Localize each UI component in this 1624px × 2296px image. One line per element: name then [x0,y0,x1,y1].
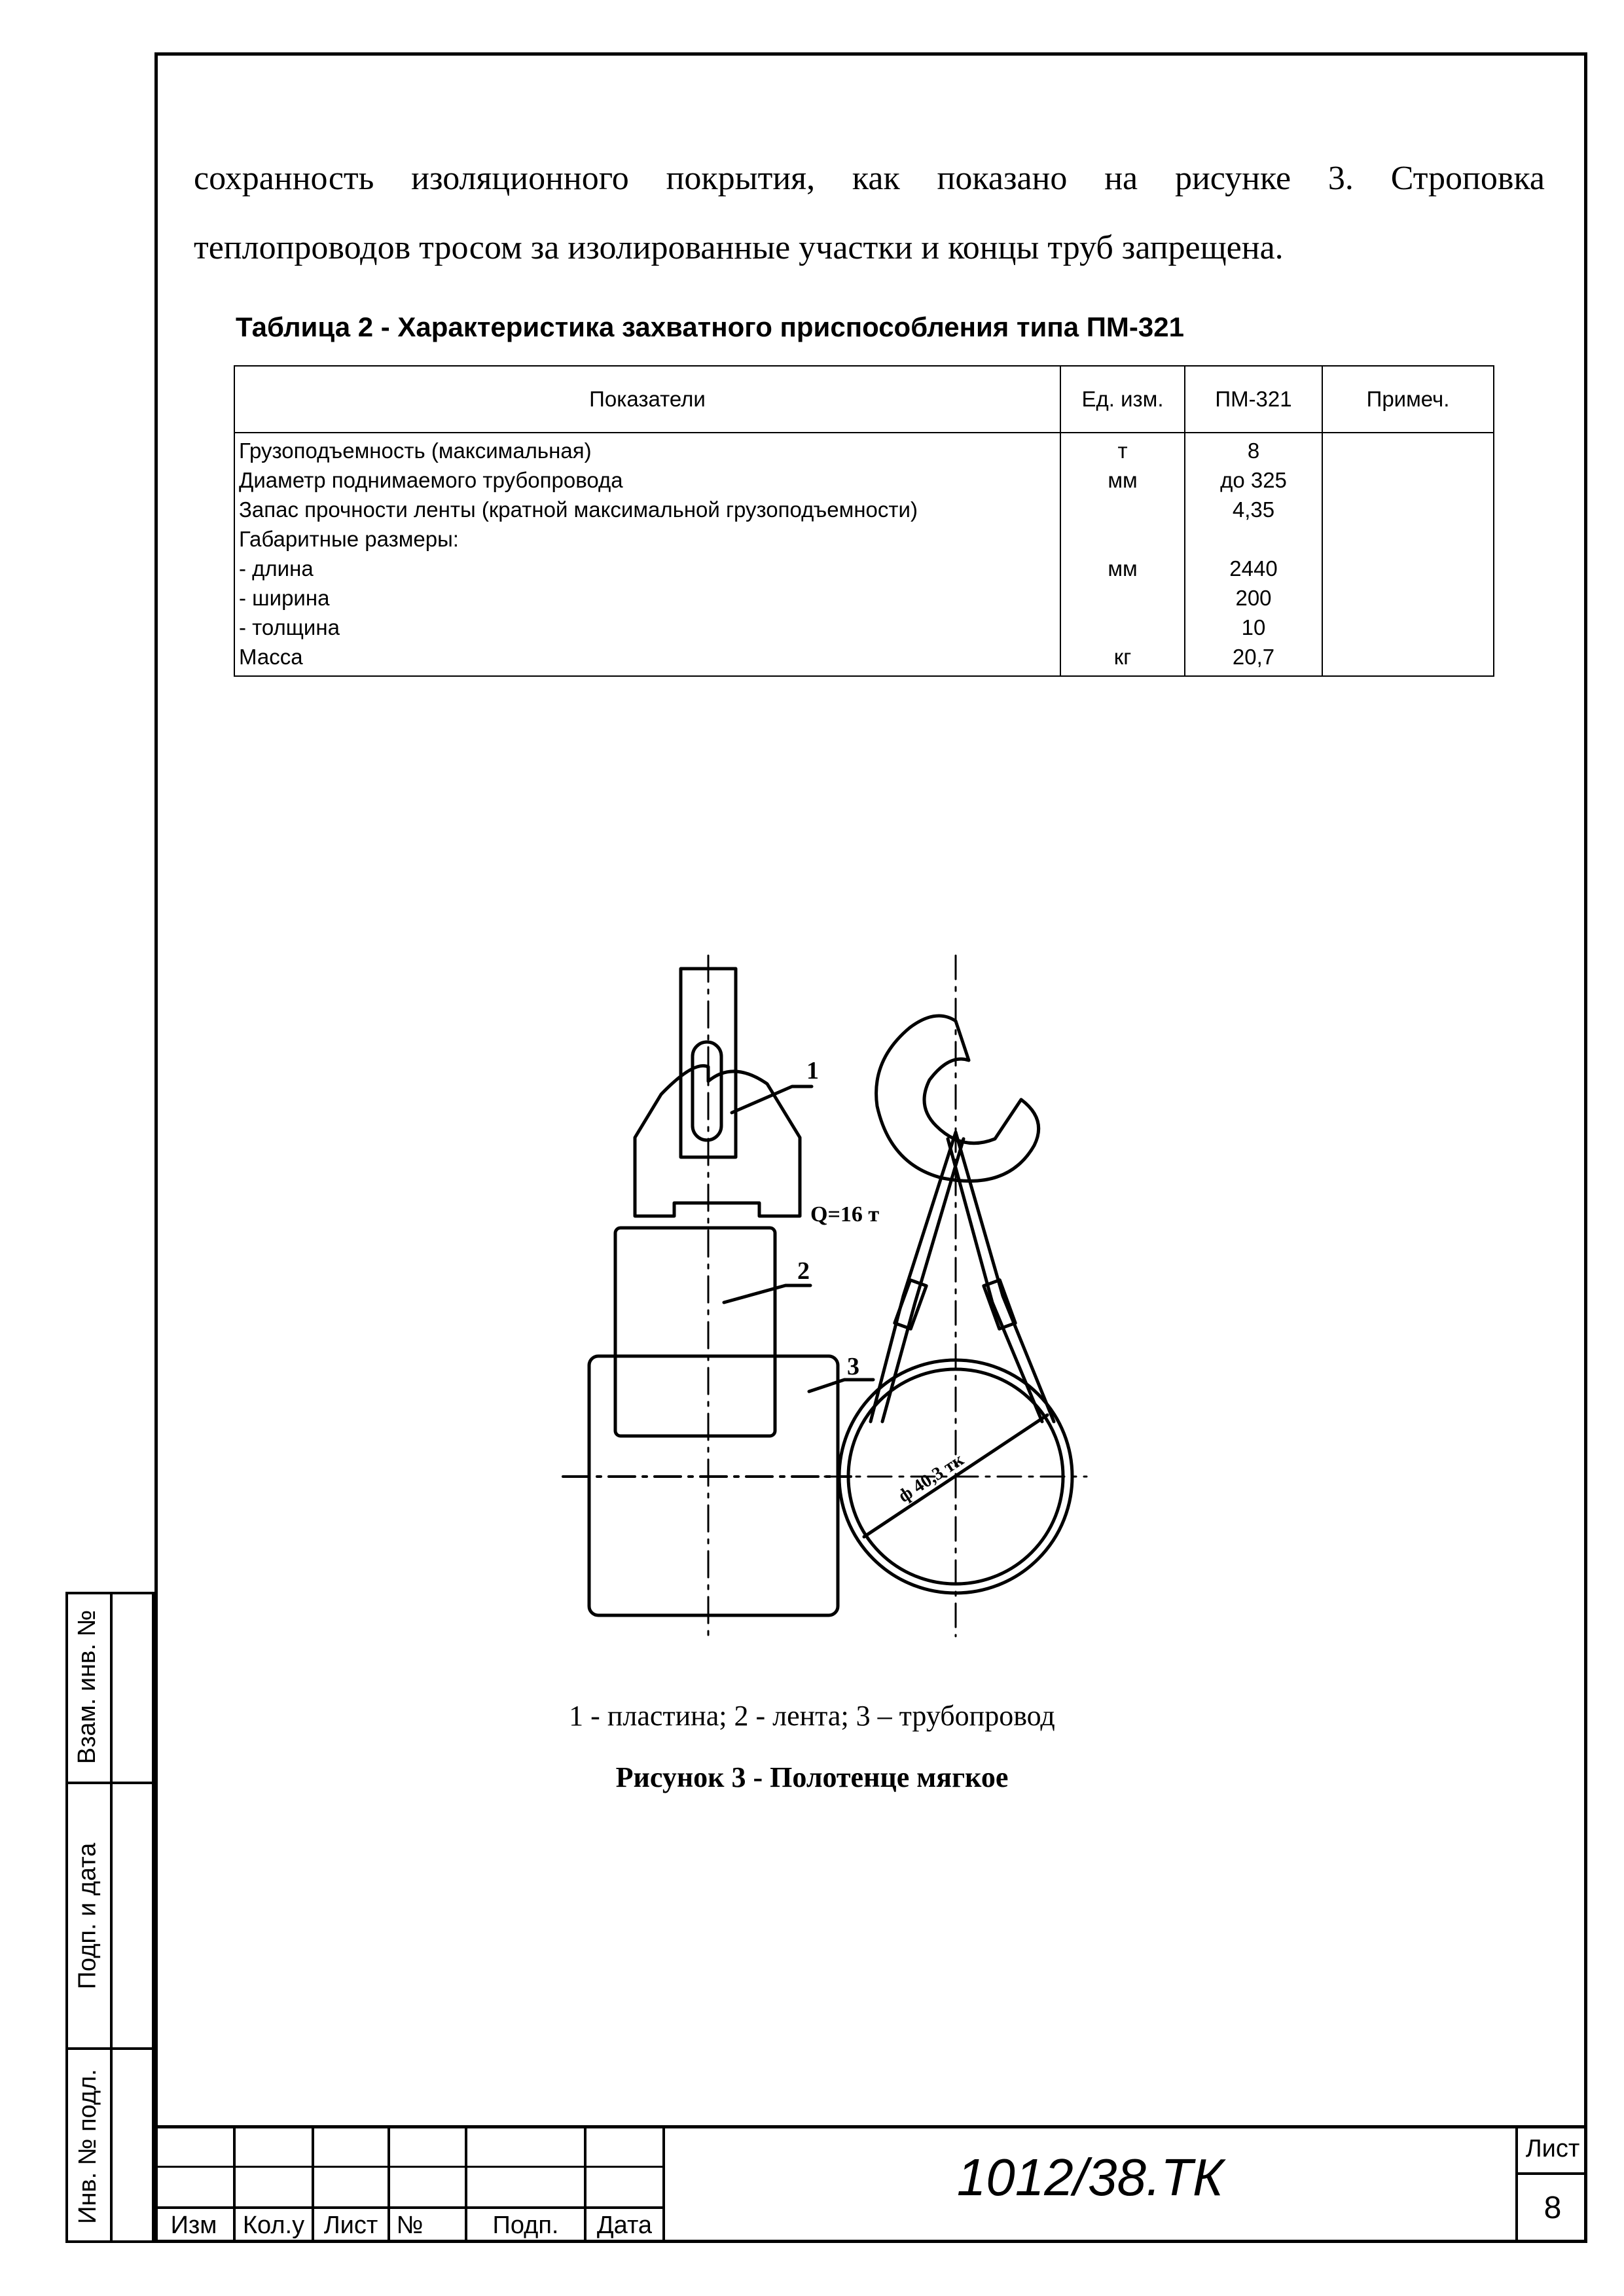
indicator-name: Габаритные размеры: [239,527,459,551]
side-label-replaces-inv: Взам. инв. № [73,1609,101,1764]
indicator-name: Запас прочности ленты (кратной максимальной грузоподъемности) [239,497,918,522]
unit-value: т [1117,439,1128,463]
pipe [589,1356,838,1615]
sheet-number: 8 [1543,2190,1562,2225]
spec-table [234,365,1494,677]
unit-value [1061,613,1184,642]
indicator-name: Грузоподъемность (максимальная) [239,439,592,463]
model-value: до 325 [1220,468,1287,492]
tb-header-doc-number: № [396,2211,424,2239]
tb-header-date: Дата [596,2211,653,2239]
model-value: 2440 [1229,556,1278,581]
paragraph-line-2: теплопроводов тросом за изолированные участки и концы труб запрещена. [194,229,1284,266]
paragraph-line-1: сохранность изоляционного покрытия, как показано на рисунке 3. Строповка [194,160,1545,197]
side-strip [65,1592,154,2243]
table-header-row [234,366,1494,433]
divider [154,2125,1587,2128]
model-value: 4,35 [1232,497,1275,522]
model-value-cell [1185,433,1322,676]
side-cell-signature-date [65,1784,110,2047]
unit-value [1061,583,1184,613]
side-cell-original-inv [65,2050,110,2243]
body-paragraph [194,144,1545,283]
model-value [1185,524,1322,554]
side-cell-replaces-inv [65,1592,110,1782]
figure-legend: 1 - пластина; 2 - лента; 3 – трубопровод [569,1700,1055,1732]
unit-value: мм [1108,468,1138,492]
tb-header-change: Изм [170,2211,217,2239]
soft-towel-figure [537,929,1191,1643]
indicator-name: - толщина [239,615,340,639]
leader-line [809,1380,873,1391]
divider [154,2166,665,2168]
band [615,1228,775,1436]
side-label-original-inv: Инв. № подл. [73,2069,101,2224]
note-cell [1322,433,1494,676]
model-value: 20,7 [1232,645,1275,669]
sling-right [956,1132,1054,1422]
unit-value [1061,524,1184,554]
callout-3: 3 [847,1353,859,1380]
diameter-label: ф 40,3 тк [894,1449,967,1507]
tb-header-sheet: Лист [323,2211,378,2239]
model-value: 200 [1235,586,1272,610]
divider [110,1592,113,2243]
plate-slot [693,1042,721,1140]
callout-1: 1 [806,1057,819,1085]
unit-value: кг [1113,645,1132,669]
header-note: Примеч. [1322,366,1494,433]
callout-2: 2 [797,1257,810,1285]
document-code: 1012/38.ТК [956,2148,1224,2206]
indicator-cell [234,433,1060,676]
header-indicator: Показатели [234,366,1060,433]
side-view [563,956,873,1636]
header-unit: Ед. изм. [1060,366,1185,433]
unit-value: мм [1108,556,1138,581]
unit-cell [1060,433,1185,676]
header-model: ПМ-321 [1185,366,1322,433]
indicator-name: Диаметр поднимаемого трубопровода [239,468,623,492]
table-title: Таблица 2 - Характеристика захватного приспособления типа ПМ-321 [236,312,1184,342]
figure-caption: Рисунок 3 - Полотенце мягкое [615,1761,1009,1793]
leader-line [724,1285,810,1302]
side-label-signature-date: Подп. и дата [73,1842,101,1989]
tb-header-signature: Подп. [492,2211,559,2239]
title-block [154,2125,1587,2243]
model-value: 8 [1247,439,1260,463]
indicator-name: - длина [239,556,314,581]
tb-header-qty: Кол.у [242,2211,305,2239]
table-body-row [234,433,1494,676]
plate [635,1066,800,1216]
unit-value [1061,495,1184,524]
front-view [825,956,1087,1636]
indicator-name: Масса [239,645,303,669]
model-value: 10 [1241,615,1266,639]
sheet-label: Лист [1525,2134,1580,2162]
load-label: Q=16 т [810,1202,880,1227]
indicator-name: - ширина [239,586,330,610]
